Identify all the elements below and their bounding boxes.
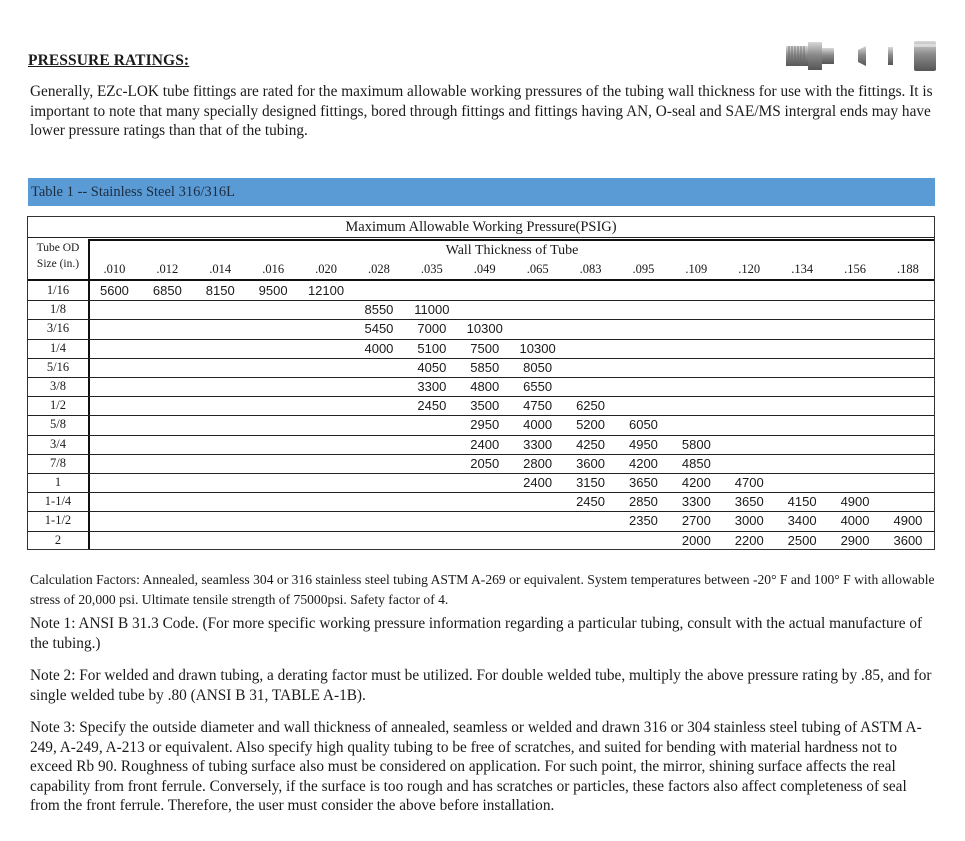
pressure-value: 4050: [417, 359, 447, 375]
pressure-value: 8550: [364, 302, 394, 318]
wall-thickness-035: .035: [420, 262, 443, 276]
pressure-value: 3650: [734, 494, 764, 510]
pressure-value: 3300: [417, 379, 447, 394]
pressure-value: 10300: [519, 340, 556, 356]
tube-od-header-line2: Size (in.): [36, 258, 80, 270]
wall-thickness-020: .020: [315, 262, 337, 276]
pressure-value: 7000: [417, 321, 447, 337]
note-1: Note 1: ANSI B 31.3 Code. (For more specific working pressure information regarding a particular tubing, consult with the actual manufacture of the tubing.): [30, 615, 923, 652]
pressure-value: 4250: [576, 436, 605, 452]
pressure-value: 4750: [523, 398, 553, 414]
pressure-value: 2450: [576, 494, 605, 510]
pressure-value: 5850: [470, 359, 500, 375]
tube-od-size: 1/16: [46, 283, 70, 297]
wall-thickness-016: .016: [262, 262, 285, 276]
wall-thickness-120: .120: [738, 262, 761, 276]
pressure-value: 5600: [99, 283, 129, 298]
wall-thickness-065: .065: [526, 262, 549, 276]
pressure-value: 3500: [470, 398, 500, 414]
page-heading: PRESSURE RATINGS:: [28, 52, 190, 69]
pressure-value: 4200: [628, 455, 658, 471]
pressure-value: 7500: [470, 340, 500, 356]
row-rule: [28, 473, 934, 474]
tube-od-header: [28, 240, 88, 272]
pressure-value: 3000: [734, 513, 764, 529]
pressure-value: 4200: [681, 475, 711, 490]
fitting-body-icon: [786, 42, 834, 70]
tube-od-size: 2: [54, 532, 62, 547]
wall-thickness-095: .095: [632, 262, 655, 276]
pressure-value: 3600: [893, 532, 923, 548]
pressure-value: 2200: [734, 532, 764, 548]
tube-od-size: 1-1/2: [44, 513, 72, 528]
wall-thickness-header: Wall Thickness of Tube: [445, 243, 579, 258]
pressure-value: 2950: [470, 417, 500, 433]
wall-thickness-188: .188: [897, 262, 919, 276]
pressure-value: 5100: [417, 340, 447, 356]
pressure-value: 6850: [152, 283, 182, 298]
tube-od-size: 1/8: [50, 302, 66, 317]
pressure-value: 4900: [840, 494, 870, 510]
pressure-value: 5450: [364, 321, 394, 337]
title-rule: [28, 237, 934, 238]
pressure-value: 2850: [628, 494, 658, 510]
nut-icon: [914, 41, 936, 71]
pressure-value: 5200: [576, 417, 605, 433]
pressure-rating-table: [27, 216, 935, 550]
pressure-value: 6550: [523, 379, 553, 394]
pressure-value: 4000: [364, 340, 394, 356]
pressure-value: 2700: [681, 513, 711, 529]
pressure-value: 6050: [628, 417, 658, 433]
table-caption-band: Table 1 -- Stainless Steel 316/316L: [28, 178, 935, 206]
pressure-value: 8150: [205, 283, 235, 298]
pressure-value: 4800: [470, 379, 500, 394]
calculation-factors: Calculation Factors: Annealed, seamless 304 or 316 stainless steel tubing ASTM A-269 or equivalent. System temperatures between -20° F and 100° F with allowable stress of 20,000 psi. Ultimate tensile strength of 75000psi. Safety factor of 4.: [30, 572, 935, 607]
ferrule-icon: [858, 46, 866, 66]
table-title: Maximum Allowable Working Pressure(PSIG): [345, 219, 617, 235]
note-3: Note 3: Specify the outside diameter and wall thickness of annealed, seamless or welded and drawn 316 or 304 stainless steel tubing of ASTM A-249, A-249, A-213 or equivalent. Also specify high quality tubing to be free of scratches, and suited for bending with material hardness not to exceed Rb 90. Roughness of tubing surface also must be considered on application. For such point, the mirror, shining surface affects the real capability from front ferrule. Conversely, if the surface is too rough and has scratches or particles, these factors also affect completeness of seal from the front ferrule. Therefore, the user must consider the above before installation.: [30, 719, 922, 814]
pressure-value: 6250: [576, 398, 605, 414]
tube-od-size: 5/16: [46, 359, 70, 374]
pressure-value: 3600: [576, 455, 605, 471]
pressure-value: 10300: [466, 321, 503, 337]
pressure-value: 11000: [414, 302, 450, 318]
wall-thickness-083: .083: [579, 262, 602, 276]
tube-od-header-line1: Tube OD: [36, 242, 80, 254]
pressure-value: 3300: [681, 494, 711, 510]
pressure-value: 9500: [258, 283, 288, 298]
wall-thickness-028: .028: [368, 262, 390, 276]
tube-od-size: 1/4: [50, 340, 66, 355]
pressure-value: 12100: [307, 283, 345, 298]
pressure-value: 2900: [840, 532, 870, 548]
tube-od-size: 1/2: [50, 398, 66, 413]
wall-thickness-109: .109: [685, 262, 708, 276]
pressure-value: 3650: [628, 475, 658, 490]
tube-od-size: 1: [54, 475, 62, 489]
tube-od-size: 3/16: [46, 321, 70, 336]
pressure-value: 2000: [681, 532, 711, 548]
pressure-value: 4150: [787, 494, 817, 510]
pressure-value: 4000: [840, 513, 870, 529]
pressure-value: 4900: [893, 513, 923, 529]
pressure-value: 2800: [523, 455, 553, 471]
wall-thickness-049: .049: [473, 262, 496, 276]
pressure-value: 4700: [734, 475, 764, 490]
fitting-components-image: [784, 40, 940, 72]
tube-od-size: 7/8: [50, 455, 66, 470]
pressure-value: 2450: [417, 398, 447, 414]
pressure-value: 2350: [628, 513, 658, 529]
note-2: Note 2: For welded and drawn tubing, a derating factor must be utilized. For double welded tube, multiply the above pressure rating by .85, and for single welded tube by .80 (ANSI B 31, TABLE A-1B).: [30, 667, 932, 704]
row-rule: [28, 300, 934, 301]
wall-thickness-012: .012: [156, 262, 179, 276]
tube-od-size: 3/4: [50, 436, 66, 451]
intro-paragraph: Generally, EZc-LOK tube fittings are rated for the maximum allowable working pressures of the tubing wall thickness for use with the fittings. It is important to note that many specially designed fittings, bored through fittings and fittings having AN, O-seal and SAE/MS intergral ends may have lower pressure ratings than that of the tubing.: [30, 83, 933, 139]
pressure-value: 4850: [681, 455, 711, 471]
pressure-value: 2400: [470, 436, 500, 452]
tube-od-size: 5/8: [50, 417, 66, 432]
wall-thickness-134: .134: [791, 262, 814, 276]
pressure-value: 2400: [523, 475, 553, 490]
tube-od-size: 3/8: [50, 379, 66, 393]
pressure-value: 4950: [628, 436, 658, 452]
pressure-value: 2050: [470, 455, 500, 471]
pressure-value: 2500: [787, 532, 817, 548]
pressure-value: 4000: [523, 417, 553, 433]
wall-thickness-014: .014: [209, 262, 232, 276]
wall-thickness-010: .010: [103, 262, 126, 276]
tube-od-size: 1-1/4: [44, 494, 72, 509]
pressure-value: 3150: [576, 475, 605, 490]
pressure-value: 3300: [523, 436, 553, 452]
pressure-value: 8050: [523, 359, 553, 375]
wall-thickness-156: .156: [844, 262, 866, 276]
pressure-value: 5800: [681, 436, 711, 452]
back-ferrule-icon: [888, 47, 893, 65]
pressure-value: 3400: [787, 513, 817, 529]
